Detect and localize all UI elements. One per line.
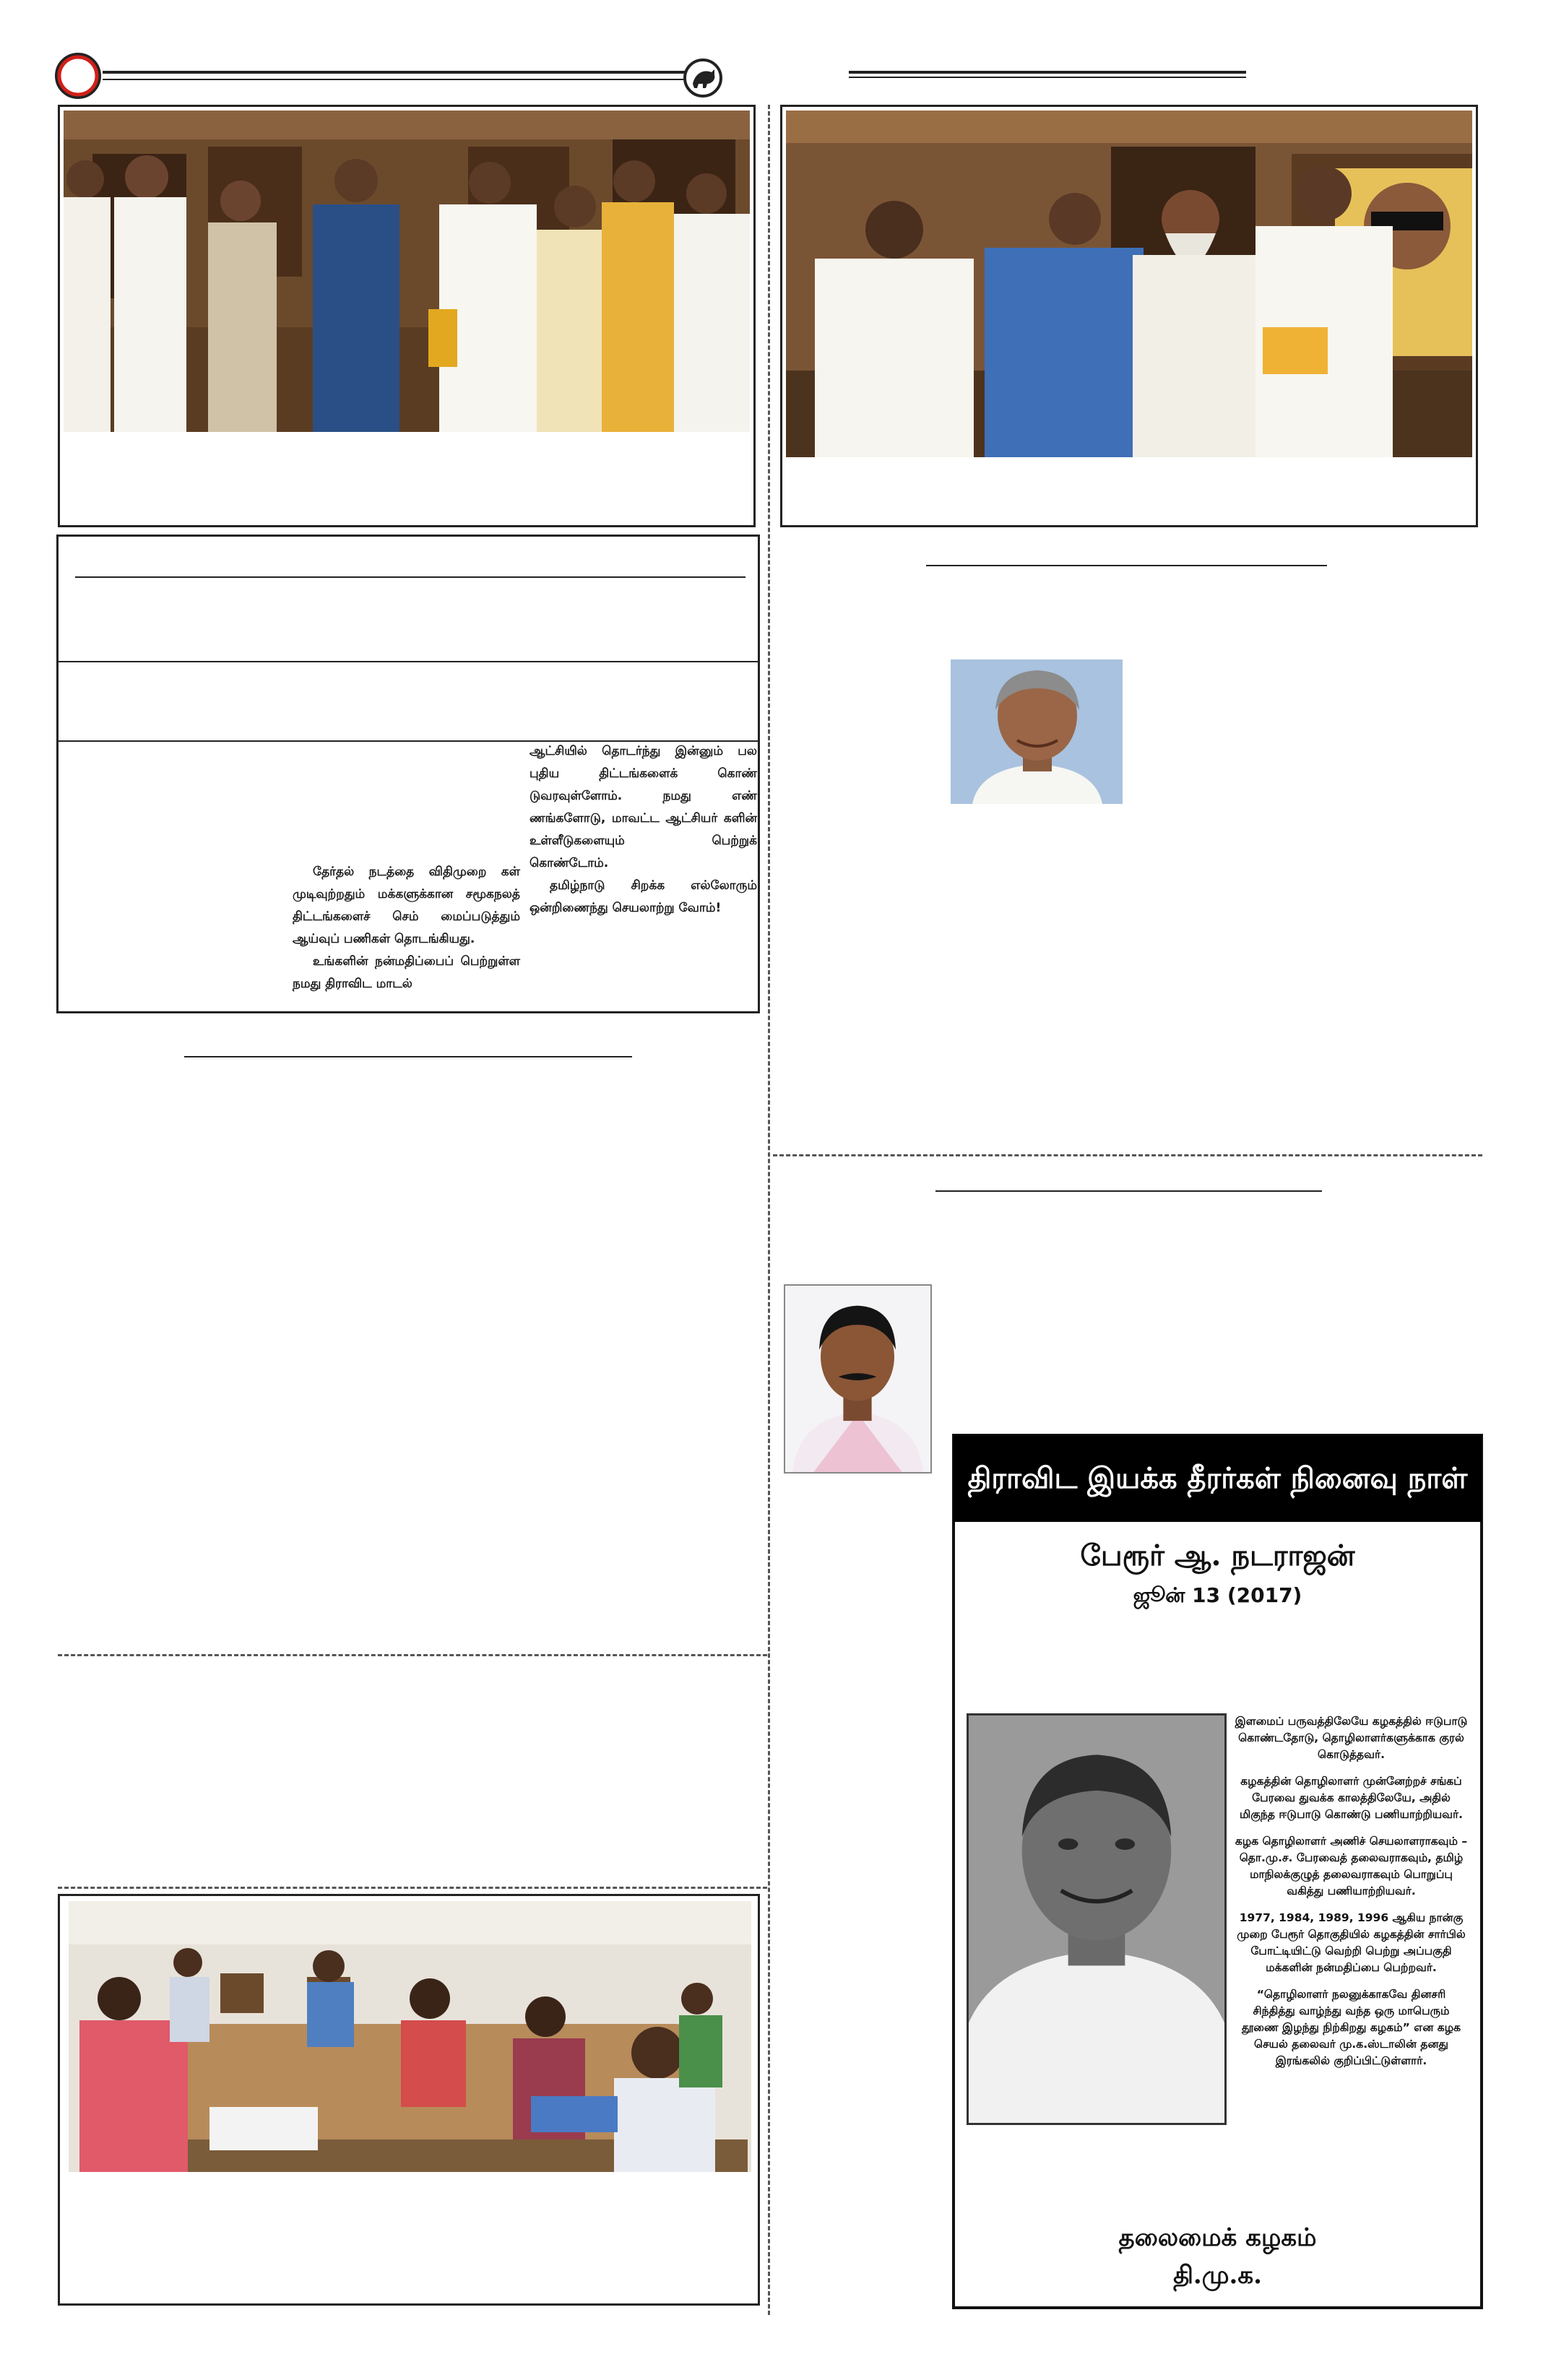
memorial-portrait (967, 1713, 1227, 2125)
news-box-divider-1 (58, 661, 758, 662)
meeting-photo (69, 1901, 751, 2172)
masthead-right-rule-thin (849, 77, 1246, 78)
party-emblem-icon (683, 58, 723, 98)
memorial-footer-line2: தி.மு.க. (1173, 2261, 1262, 2290)
left-dashed-separator-2 (58, 1887, 767, 1889)
news-col2-para-1: ஆட்சியில் தொடர்ந்து இன்னும் பல புதிய திட்டங்களைக் கொண் டுவரவுள்ளோம். நமது எண் ணங்களோடு, மாவட்ட ஆட்சியர் களின் உள்ளீடுகளையும் பெற்றுக் கொண்டோம். (530, 744, 757, 870)
news-col1-para-1: தேர்தல் நடத்தை விதிமுறை கள் முடிவுற்றதும் மக்களுக்கான சமூகநலத் திட்டங்களைச் செம் மைப்படுத்தும் ஆய்வுப் பணிகள் தொடங்கியது. (293, 865, 520, 946)
memorial-para-5: “தொழிலாளர் நலனுக்காகவே தினசரி சிந்தித்து வாழ்ந்து வந்த ஒரு மாபெரும் தூணை இழந்து நிற்கிறது கழகம்” என கழக செயல் தலைவர் மு.க.ஸ்டாலின் தனது இரங்கலில் குறிப்பிட்டுள்ளார். (1241, 1988, 1461, 2067)
left-section-rule (184, 1056, 632, 1057)
red-circle-marker (51, 51, 744, 101)
group-photo-delegation (64, 111, 750, 432)
news-box-headline-rule (75, 576, 745, 578)
column-divider (768, 105, 770, 2315)
memorial-biography (1234, 1713, 1469, 2080)
news-col1-para-2: உங்களின் நன்மதிப்பைப் பெற்றுள்ள நமது திராவிட மாடல் (293, 954, 520, 991)
news-column-1 (293, 861, 520, 995)
memorial-footer-line1: தலைமைக் கழகம் (1118, 2223, 1317, 2252)
right-section-rule-1 (926, 565, 1327, 566)
memorial-banner: திராவிட இயக்க தீரர்கள் நினைவு நாள் (954, 1435, 1482, 1522)
memorial-date: ஜூன் 13 (2017) (1133, 1583, 1302, 1607)
memorial-name: பேரூர் ஆ. நடராஜன் (1080, 1539, 1355, 1572)
news-col2-para-2: தமிழ்நாடு சிறக்க எல்லோரும் ஒன்றிணைந்து செயலாற்று வோம்! (530, 878, 757, 915)
masthead-left (51, 51, 744, 101)
group-photo-book-presentation (786, 111, 1472, 457)
portrait-photo-1 (951, 659, 1123, 804)
left-dashed-separator-1 (58, 1654, 767, 1656)
memorial-para-4: 1977, 1984, 1989, 1996 ஆகிய நான்கு முறை பேரூர் தொகுதியில் கழகத்தின் சார்பில் போட்டியிட்டு வெற்றி பெற்று அப்பகுதி மக்களின் நன்மதிப்பை பெற்றவர். (1237, 1911, 1466, 1974)
right-section-rule-2 (935, 1190, 1322, 1192)
news-column-2 (530, 740, 757, 919)
masthead-right-rule (849, 71, 1246, 74)
right-dashed-separator (773, 1154, 1482, 1156)
memorial-para-2: கழகத்தின் தொழிலாளர் முன்னேற்றச் சங்கப் பேரவை துவக்க காலத்திலேயே, அதில் மிகுந்த ஈடுபாடு கொண்டு பணியாற்றியவர். (1239, 1775, 1463, 1821)
memorial-para-3: கழக தொழிலாளர் அணிச் செயலாளராகவும் – தொ.மு.ச. பேரவைத் தலைவராகவும், தமிழ் மாநிலக்குழுத் தலைவராகவும் பொறுப்பு வகித்து பணியாற்றியவர். (1235, 1835, 1468, 1897)
memorial-para-1: இளமைப் பருவத்திலேயே கழகத்தில் ஈடுபாடு கொண்டதோடு, தொழிலாளர்களுக்காக குரல் கொடுத்தவர். (1235, 1715, 1468, 1761)
portrait-photo-2 (784, 1284, 932, 1474)
